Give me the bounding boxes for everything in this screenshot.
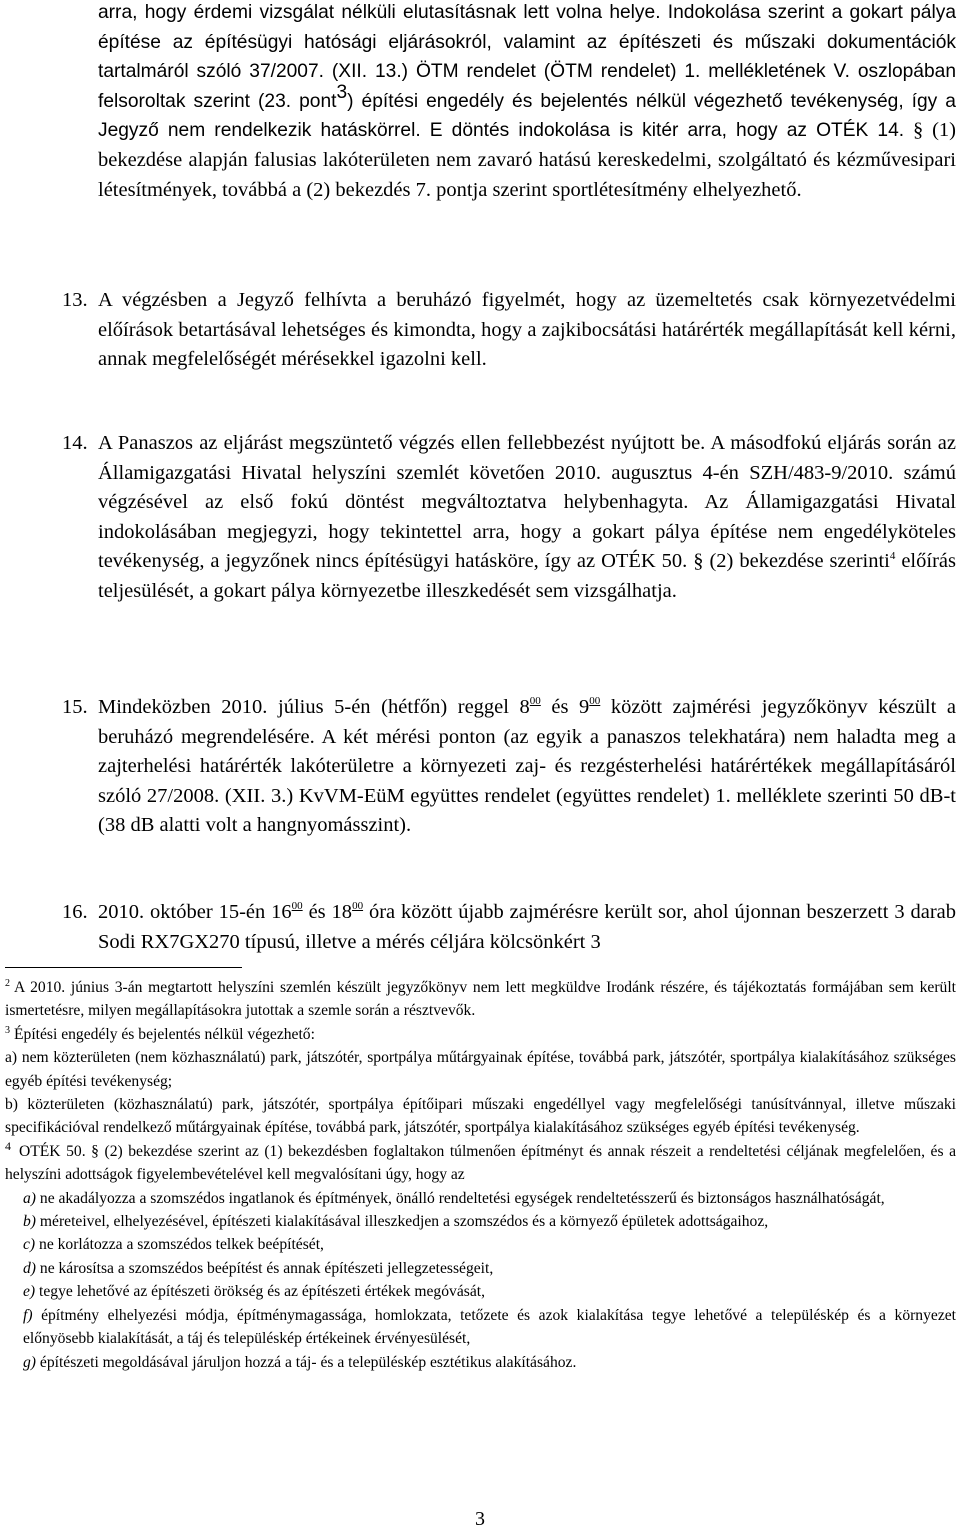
time-superscript: 00	[529, 695, 541, 708]
footnote-4-item-a	[5, 1187, 956, 1210]
footnote-4-item-c	[5, 1233, 956, 1256]
time-superscript: 00	[589, 695, 601, 708]
paragraph-intro	[98, 0, 956, 205]
footnote-4-text: OTÉK 50. § (2) bekezdése szerint az (1) bekezdésben foglaltakon túlmenően építményt és annak részeit a rendeltetési céljának megfelelően, és a helyszíni adottságok figyelembevételével kell megvalósítani úgy, hogy az	[5, 1142, 956, 1184]
paragraph-number-13: 13.	[62, 289, 88, 311]
paragraph-15-t2: és 9	[540, 696, 590, 718]
item-text: építmény elhelyezési módja, építménymagassága, homlokzata, tetőzete és azok kialakítása tegye lehetővé a településkép és a környezet előnyösebb kialakítását, a táj és településkép értékeinek érvényesülését,	[23, 1306, 956, 1348]
page-number: 3	[475, 1508, 485, 1530]
paragraph-number-16: 16.	[62, 901, 88, 923]
paragraph-16	[98, 898, 956, 957]
paragraph-16-t2: és 18	[302, 901, 353, 923]
item-letter: e)	[23, 1283, 36, 1301]
footnote-4-item-g	[5, 1351, 956, 1374]
item-letter: b)	[23, 1213, 36, 1231]
time-superscript: 00	[352, 900, 364, 913]
paragraph-number-14: 14.	[62, 432, 88, 454]
footnote-4-item-b	[5, 1210, 956, 1233]
footnote-4-item-e	[5, 1280, 956, 1303]
item-letter: g)	[23, 1353, 36, 1371]
footnote-4	[5, 1140, 956, 1187]
time-superscript: 00	[291, 900, 303, 913]
intro-text-sans-2: ) építési engedély és bejelentés nélkül végezhető tevékenység, így a Jegyző nem rendelkezik hatáskörrel. E döntés indokolása is kitér arra, hogy az OTÉK 14.	[98, 90, 956, 142]
footnote-2	[5, 976, 956, 1023]
item-text: méreteivel, elhelyezésével, építészeti kialakításával illeszkedjen a szomszédos és a környező épületek adottságaihoz,	[36, 1213, 769, 1231]
footnote-3-text: Építési engedély és bejelentés nélkül végezhető:	[14, 1025, 315, 1043]
footnote-3-item-b: b) közterületen (közhasználatú) park, játszótér, sportpálya építőipari műszaki engedéllyel vagy megfelelőségi tanúsítvánnyal, illetve műszaki specifikációval rendelkező műtárgyainak építése, továbbá park, játszótér, sportpálya kialakításához szükséges egyéb építési tevékenység.	[5, 1096, 956, 1137]
paragraph-16-t1: 2010. október 15-én 16	[98, 901, 292, 923]
footnote-3	[5, 1023, 956, 1046]
paragraph-14-text-a: A Panaszos az eljárást megszüntető végzés ellen fellebbezést nyújtott be. A másodfokú eljárás során az Államigazgatási Hivatal helyszíni szemlét követően 2010. augusztus 4-én SZH/483-9/2010. számú végzésével az első fokú döntést megváltoztatva helybenhagyta. Az Államigazgatási Hivatal indokolásában megjegyzi, hogy tekintettel arra, hogy a gokart pálya építése nem engedélyköteles tevékenység, a jegyzőnek nincs építésügyi hatásköre, így az OTÉK 50. § (2) bekezdése szerinti	[98, 432, 956, 573]
item-text: ne akadályozza a szomszédos ingatlanok és építmények, önálló rendeltetési egységek rendeltetésszerű és biztonságos használhatóságát,	[36, 1189, 885, 1207]
item-text: tegye lehetővé az építészeti örökség és az építészeti értékek megóvását,	[35, 1283, 485, 1301]
paragraph-15-t1: Mindeközben 2010. július 5-én (hétfőn) reggel 8	[98, 696, 530, 718]
paragraph-16-t3: óra között újabb zajmérésre került sor, ahol újonnan beszerzett 3 darab Sodi RX7GX270 típusú, illetve a mérés céljára kölcsönkért 3	[98, 901, 957, 953]
footnotes	[5, 976, 956, 1374]
item-letter: d)	[23, 1259, 36, 1277]
item-text: ne korlátozza a szomszédos telkek beépítését,	[35, 1236, 324, 1254]
item-letter: c)	[23, 1236, 36, 1254]
paragraph-13: A végzésben a Jegyző felhívta a beruházó figyelmét, hogy az üzemeltetés csak környezetvédelmi előírások betartásával lehetséges és kimondta, hogy a zajkibocsátási határérték megállapítását kell kérni, annak megfelelőségét mérésekkel igazolni kell.	[98, 289, 956, 371]
footnote-mark-4: 4	[5, 1138, 11, 1153]
footnote-separator	[5, 967, 242, 968]
footnote-2-text: A 2010. június 3-án megtartott helyszíni szemlén készült jegyzőkönyv nem lett megküldve Irodánk részére, és tájékoztatás formájában sem került ismertetésre, milyen megállapításokra jutottak a szemle során a résztvevők.	[5, 979, 956, 1020]
paragraph-14	[98, 429, 956, 607]
paragraph-14-text-b: előírás teljesülését, a gokart pálya környezetbe illeszkedését sem vizsgálhatja.	[98, 550, 956, 602]
intro-text-sans: arra, hogy érdemi vizsgálat nélküli elutasításnak lett volna helye. Indokolása szerint a gokart pálya építése az építésügyi hatósági eljárásokról, valamint az építészeti és műszaki dokumentációk tartalmáról szóló 37/2007. (XII. 13.) ÖTM rendelet (ÖTM rendelet) 1. mellékletének V. oszlopában felsoroltak szerint (23. pont	[98, 2, 956, 112]
item-text: ne károsítsa a szomszédos beépítést és annak építészeti jellegzetességeit,	[36, 1259, 494, 1277]
footnote-mark-3: 3	[5, 1024, 10, 1036]
footnote-3-item-a: a) nem közterületen (nem közhasználatú) park, játszótér, sportpálya műtárgyainak építése, továbbá park, játszótér, sportpálya kialakításához szükséges egyéb építési tevékenység;	[5, 1049, 956, 1090]
item-letter: a)	[23, 1189, 36, 1207]
intro-text-serif: § (1) bekezdése alapján falusias lakóterületen nem zavaró hatású kereskedelmi, szolgáltató és kézművesipari létesítmények, továbbá a (2) bekezdés 7. pontja szerint sportlétesítmény elhelyezhető.	[98, 119, 956, 201]
paragraph-number-15: 15.	[62, 696, 88, 718]
item-text: építészeti megoldásával járuljon hozzá a táj- és a településkép esztétikus alakításához.	[36, 1353, 577, 1371]
footnote-ref-4[interactable]: 4	[889, 549, 896, 562]
paragraph-15-t3: között zajmérési jegyzőkönyv készült a beruházó megrendelésére. A két mérési ponton (az egyik a panaszos telekhatára) nem haladta meg a zajterhelési határérték lakóterületre a környezeti zaj- és rezgésterhelési határértékek megállapításáról szóló 27/2008. (XII. 3.) KvVM-EüM együttes rendelet (együttes rendelet) 1. melléklete szerinti 50 dB-t (38 dB alatti volt a hangnyomásszint).	[98, 696, 956, 837]
footnote-4-item-f	[5, 1304, 956, 1351]
footnote-4-item-d	[5, 1257, 956, 1280]
footnote-mark-2: 2	[5, 977, 10, 989]
paragraph-15	[98, 693, 956, 841]
item-letter: f)	[23, 1306, 33, 1324]
footnote-ref-3[interactable]: 3	[336, 81, 348, 103]
